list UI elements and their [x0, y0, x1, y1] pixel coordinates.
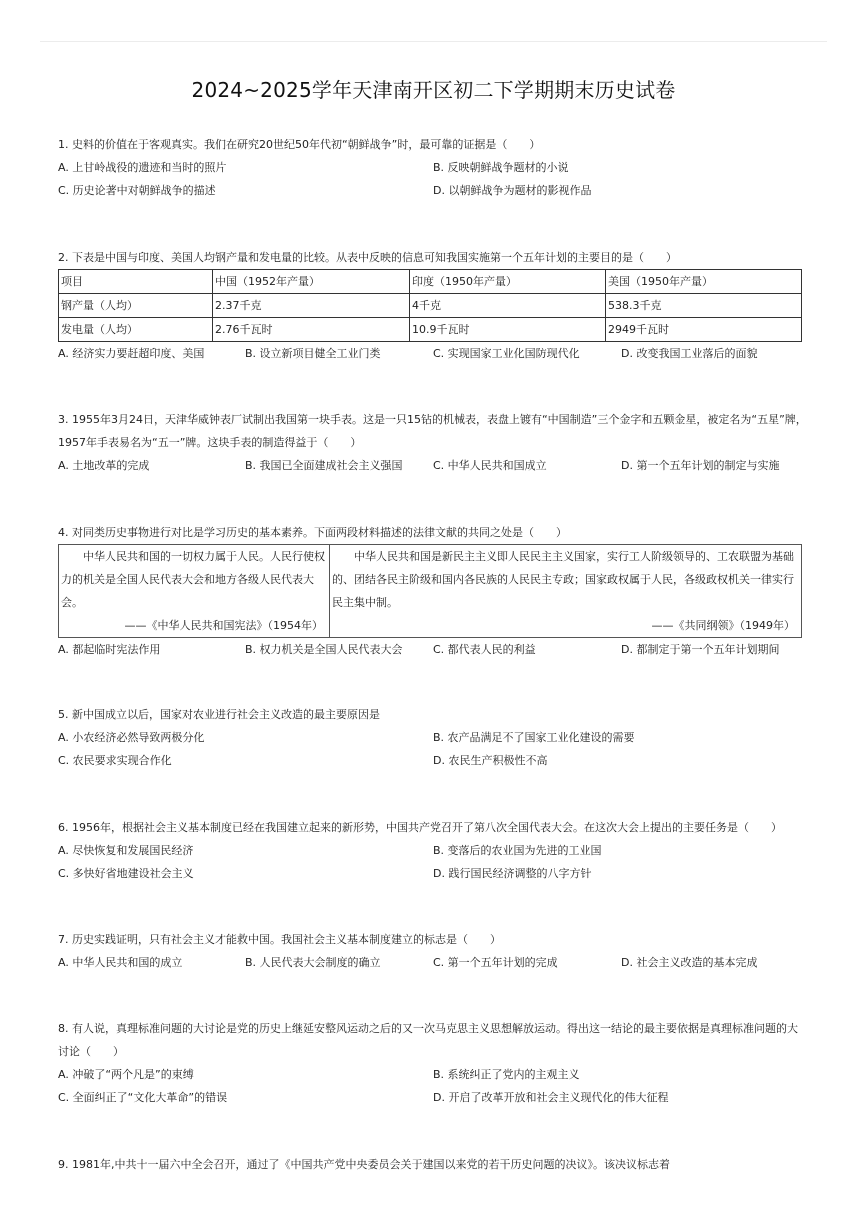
table-cell: 538.3千克	[606, 294, 802, 318]
option-c[interactable]: C. 第一个五年计划的完成	[433, 956, 558, 969]
question-stem: 8. 有人说，真理标准问题的大讨论是党的历史上继延安整风运动之后的又一次马克思主义思想解放运动。得出这一结论的最主要依据是真理标准问题的大讨论（ ）	[58, 1022, 798, 1058]
material-cell-left	[59, 545, 330, 638]
options	[58, 839, 808, 885]
question-stem: 2. 下表是中国与印度、美国人均钢产量和发电量的比较。从表中反映的信息可知我国实施第一个五年计划的主要目的是（ ）	[58, 251, 677, 264]
question-5	[58, 703, 808, 772]
option-d[interactable]: D. 开启了改革开放和社会主义现代化的伟大征程	[433, 1091, 669, 1104]
question-7	[58, 928, 808, 974]
option-d[interactable]: D. 改变我国工业落后的面貌	[621, 347, 758, 360]
option-c[interactable]: C. 农民要求实现合作化	[58, 754, 172, 767]
table-cell: 4千克	[410, 294, 606, 318]
option-b[interactable]: B. 设立新项目健全工业门类	[245, 347, 381, 360]
options	[58, 454, 808, 477]
table-cell: 10.9千瓦时	[410, 318, 606, 342]
table-header-row	[59, 270, 802, 294]
table-cell: 发电量（人均）	[59, 318, 213, 342]
material-cell-right	[330, 545, 802, 638]
question-stem: 9. 1981年,中共十一届六中全会召开，通过了《中国共产党中央委员会关于建国以来党的若干历史问题的决议》。该决议标志着	[58, 1158, 670, 1171]
option-a[interactable]: A. 冲破了“两个凡是”的束缚	[58, 1068, 194, 1081]
option-a[interactable]: A. 小农经济必然导致两极分化	[58, 731, 205, 744]
option-c[interactable]: C. 历史论著中对朝鲜战争的描述	[58, 184, 216, 197]
material-text: 中华人民共和国的一切权力属于人民。人民行使权力的机关是全国人民代表大会和地方各级人民代表大会。	[61, 550, 325, 609]
table-cell: 钢产量（人均）	[59, 294, 213, 318]
table-cell: 2.76千瓦时	[213, 318, 410, 342]
question-9	[58, 1153, 808, 1176]
option-a[interactable]: A. 都起临时宪法作用	[58, 643, 161, 656]
option-d[interactable]: D. 社会主义改造的基本完成	[621, 956, 758, 969]
options	[58, 156, 808, 202]
question-stem: 4. 对同类历史事物进行对比是学习历史的基本素养。下面两段材料描述的法律文献的共同之处是（ ）	[58, 526, 567, 539]
option-c[interactable]: C. 多快好省地建设社会主义	[58, 867, 194, 880]
table-cell: 2.37千克	[213, 294, 410, 318]
option-a[interactable]: A. 土地改革的完成	[58, 459, 150, 472]
option-b[interactable]: B. 农产品满足不了国家工业化建设的需要	[433, 731, 635, 744]
material-source: ——《中华人民共和国宪法》（1954年）	[124, 619, 323, 632]
option-a[interactable]: A. 上甘岭战役的遗迹和当时的照片	[58, 161, 227, 174]
question-stem: 3. 1955年3月24日，天津华威钟表厂试制出我国第一块手表。这是一只15钻的机械表，表盘上镀有“中国制造”三个金字和五颗金星，被定名为“五星”牌，1957年手表易名为“五一”牌。这块手表的制造得益于（ ）	[58, 413, 807, 449]
option-d[interactable]: D. 第一个五年计划的制定与实施	[621, 459, 780, 472]
question-8	[58, 1017, 808, 1109]
question-3	[58, 408, 808, 477]
option-b[interactable]: B. 系统纠正了党内的主观主义	[433, 1068, 580, 1081]
option-c[interactable]: C. 全面纠正了“文化大革命”的错误	[58, 1091, 228, 1104]
table-row	[59, 294, 802, 318]
question-1	[58, 133, 808, 202]
table-cell: 2949千瓦时	[606, 318, 802, 342]
question-stem: 7. 历史实践证明，只有社会主义才能救中国。我国社会主义基本制度建立的标志是（ ）	[58, 933, 501, 946]
options	[58, 726, 808, 772]
comparison-table	[58, 269, 802, 342]
option-a[interactable]: A. 经济实力要赶超印度、美国	[58, 347, 205, 360]
material-table	[58, 544, 802, 638]
option-d[interactable]: D. 都制定于第一个五年计划期间	[621, 643, 780, 656]
table-header-cell: 印度（1950年产量）	[410, 270, 606, 294]
option-a[interactable]: A. 中华人民共和国的成立	[58, 956, 183, 969]
option-b[interactable]: B. 变落后的农业国为先进的工业国	[433, 844, 602, 857]
option-b[interactable]: B. 我国已全面建成社会主义强国	[245, 459, 403, 472]
table-header-cell: 美国（1950年产量）	[606, 270, 802, 294]
options	[58, 951, 808, 974]
option-c[interactable]: C. 都代表人民的利益	[433, 643, 536, 656]
question-stem: 1. 史料的价值在于客观真实。我们在研究20世纪50年代初“朝鲜战争”时，最可靠的证据是（ ）	[58, 138, 541, 151]
options	[58, 342, 808, 365]
header-divider	[40, 41, 827, 42]
option-c[interactable]: C. 中华人民共和国成立	[433, 459, 547, 472]
option-c[interactable]: C. 实现国家工业化国防现代化	[433, 347, 580, 360]
table-row	[59, 318, 802, 342]
table-header-cell: 中国（1952年产量）	[213, 270, 410, 294]
option-b[interactable]: B. 人民代表大会制度的确立	[245, 956, 381, 969]
question-4	[58, 521, 808, 661]
options	[58, 1063, 808, 1109]
question-6	[58, 816, 808, 885]
option-b[interactable]: B. 权力机关是全国人民代表大会	[245, 643, 403, 656]
material-row	[59, 545, 802, 638]
exam-title: 2024~2025学年天津南开区初二下学期期末历史试卷	[191, 78, 676, 102]
question-stem: 6. 1956年，根据社会主义基本制度已经在我国建立起来的新形势，中国共产党召开了第八次全国代表大会。在这次大会上提出的主要任务是（ ）	[58, 821, 782, 834]
option-d[interactable]: D. 践行国民经济调整的八字方针	[433, 867, 592, 880]
option-d[interactable]: D. 以朝鲜战争为题材的影视作品	[433, 184, 592, 197]
table-header-cell: 项目	[59, 270, 213, 294]
question-stem: 5. 新中国成立以后，国家对农业进行社会主义改造的最主要原因是	[58, 708, 380, 721]
options	[58, 638, 808, 661]
material-source: ——《共同纲领》（1949年）	[651, 619, 795, 632]
question-2	[58, 246, 808, 365]
option-b[interactable]: B. 反映朝鲜战争题材的小说	[433, 161, 569, 174]
option-a[interactable]: A. 尽快恢复和发展国民经济	[58, 844, 194, 857]
option-d[interactable]: D. 农民生产积极性不高	[433, 754, 548, 767]
material-text: 中华人民共和国是新民主主义即人民民主主义国家，实行工人阶级领导的、工农联盟为基础的、团结各民主阶级和国内各民族的人民民主专政；国家政权属于人民，各级政权机关一律实行民主集中制。	[332, 550, 794, 609]
